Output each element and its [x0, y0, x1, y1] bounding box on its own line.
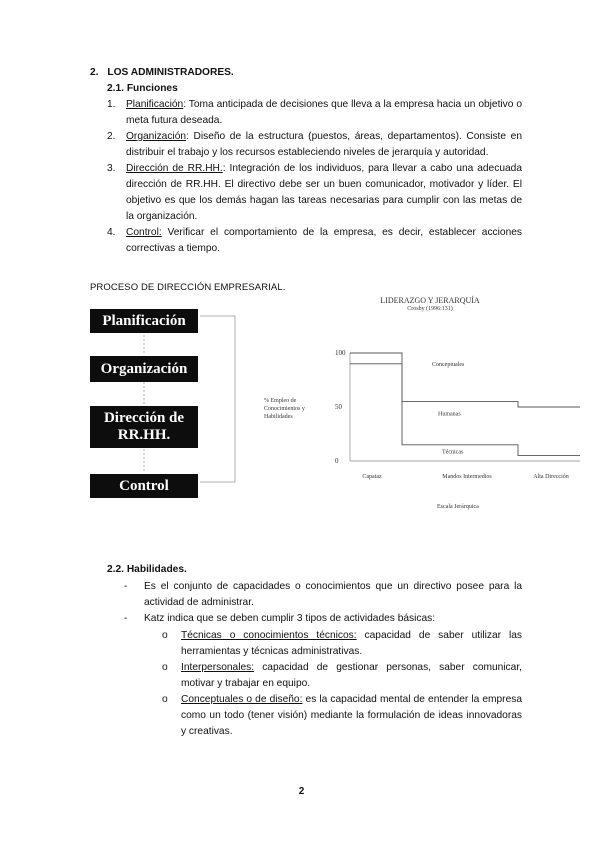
subitem-term: Interpersonales:	[181, 662, 255, 673]
section-number: 2.	[90, 67, 99, 78]
list-item	[107, 97, 522, 129]
region-label-conceptuales: Conceptuales	[432, 361, 465, 368]
bullet-text: Es el conjunto de capacidades o conocimientos que un directivo posee para la actividad de administrar.	[144, 581, 522, 608]
page-number: 2	[298, 786, 305, 797]
subitem-term: Técnicas o conocimientos técnicos:	[181, 630, 357, 641]
item-sep: :	[186, 131, 189, 142]
subitem-body	[181, 692, 522, 740]
y-tick-label: 100	[335, 349, 346, 357]
list-item	[107, 161, 522, 225]
process-step: Planificación	[90, 309, 198, 333]
subitem-text: es la capacidad mental de entender la empresa como un todo (tener visión) mediante la formulación de ideas innovadoras y creativas.	[181, 694, 522, 737]
section-title: LOS ADMINISTRADORES.	[107, 67, 234, 78]
list-item	[124, 579, 522, 611]
item-number: 1.	[107, 99, 116, 110]
chart-ylabel: % Empleo de Conocimientos y Habilidades	[264, 398, 305, 420]
list-item	[107, 129, 522, 161]
feedback-line	[200, 316, 235, 482]
chart	[325, 345, 585, 520]
item-number: 4.	[107, 227, 116, 238]
bullet-circle: o	[162, 694, 168, 705]
item-body	[126, 129, 522, 161]
process-step: Dirección de RR.HH.	[90, 406, 198, 448]
item-term: Planificación	[126, 99, 184, 110]
habilidades-heading: 2.2. Habilidades.	[107, 564, 187, 575]
item-text: Integración de los individuos, para llevar a cabo una adecuada dirección de RR.HH. El directivo debe ser un buen comunicador, motivador y líder. El objetivo es que los demás hagan las tareas necesarias para cumplir con las metas de la organización.	[126, 163, 522, 222]
series-line	[350, 361, 580, 456]
habilidades-subitems	[162, 628, 522, 740]
series-line	[350, 353, 580, 407]
list-item	[107, 225, 522, 257]
list-item	[162, 660, 522, 692]
x-tick-label: Alta Dirección	[533, 474, 569, 480]
item-text: Diseño de la estructura (puestos, áreas, departamentos). Consiste en distribuir el trabajo y los recursos estableciendo niveles de jerarquía y autoridad.	[126, 131, 522, 158]
y-tick-label: 0	[335, 457, 339, 465]
item-body	[126, 225, 522, 257]
list-item	[162, 692, 522, 740]
item-body	[126, 97, 522, 129]
chart-title: LIDERAZGO Y JERARQUÍA	[380, 296, 480, 305]
item-text: Toma anticipada de decisiones que lleva a la empresa hacia un objetivo o meta futura deseada.	[126, 99, 522, 126]
item-term: Organización	[126, 131, 187, 142]
process-step: Control	[90, 474, 198, 498]
item-number: 2.	[107, 131, 116, 142]
subitem-text: capacidad de saber utilizar las herramientas y técnicas administrativas.	[181, 630, 523, 657]
process-step: Organización	[90, 356, 198, 382]
chart-xlabel: Escala Jerárquica	[437, 504, 479, 510]
bullet-circle: o	[162, 662, 168, 673]
subitem-text: capacidad de gestionar personas, saber comunicar, motivar y trabajar en equipo.	[181, 662, 522, 689]
x-tick-label: Capataz	[362, 474, 382, 480]
region-label-tecnicas: Técnicas	[442, 449, 464, 456]
list-item	[124, 611, 522, 627]
list-item	[162, 628, 522, 660]
proceso-title: PROCESO DE DIRECCIÓN EMPRESARIAL.	[90, 282, 286, 293]
bullet-dash: -	[124, 581, 128, 592]
item-term: Dirección de RR.HH.	[126, 163, 223, 174]
item-number: 3.	[107, 163, 116, 174]
habilidades-bullets	[124, 579, 522, 627]
subitem-body	[181, 660, 522, 692]
item-sep: :	[183, 99, 187, 110]
item-sep: :	[222, 163, 226, 174]
bullet-dash: -	[124, 613, 128, 624]
item-body	[126, 161, 522, 225]
item-term: Control:	[126, 227, 162, 238]
funciones-list	[107, 97, 522, 257]
x-tick-label: Mandos Intermedios	[442, 474, 492, 480]
y-tick-label: 50	[335, 403, 342, 411]
section-heading	[90, 65, 234, 81]
chart-subtitle: Crosby (1996:131)	[407, 306, 453, 312]
subitem-body	[181, 628, 522, 660]
bullet-text: Katz indica que se deben cumplir 3 tipos de actividades básicas:	[144, 613, 436, 624]
funciones-heading: 2.1. Funciones	[107, 83, 178, 94]
process-connectors	[90, 305, 250, 500]
region-label-humanas: Humanas	[438, 411, 461, 418]
subitem-term: Conceptuales o de diseño:	[181, 694, 303, 705]
bullet-circle: o	[162, 630, 168, 641]
item-text: Verificar el comportamiento de la empresa, es decir, establecer acciones correctivas a tiempo.	[126, 227, 522, 254]
